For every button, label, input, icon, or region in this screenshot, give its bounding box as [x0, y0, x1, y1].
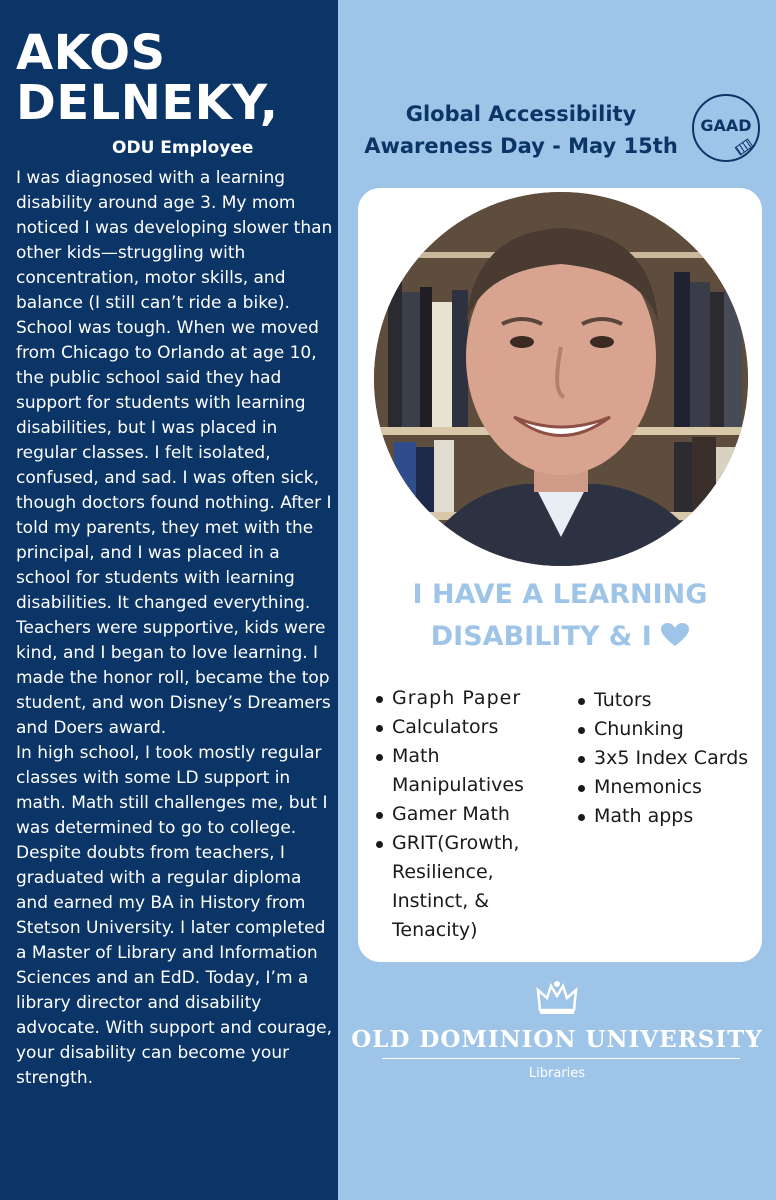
logo-divider	[382, 1058, 740, 1059]
gaad-logo	[692, 94, 760, 162]
event-title-line-2: Awareness Day - May 15th	[364, 134, 678, 158]
list-item: GRIT(Growth, Resilience, Instinct, & Tenacity)	[374, 829, 574, 945]
story-panel	[0, 0, 338, 1200]
libraries-label: Libraries	[528, 1066, 586, 1081]
list-item: Math Manipulatives	[374, 742, 534, 800]
gaad-logo-text: GAAD	[700, 116, 752, 135]
headline	[358, 574, 762, 658]
portrait-illustration	[374, 192, 748, 566]
odu-libraries-logo	[338, 980, 776, 1100]
tools-list-right	[576, 686, 762, 831]
story-text	[16, 166, 334, 1091]
story-paragraph-1: I was diagnosed with a learning disability around age 3. My mom noticed I was developing slower than other kids—struggling with concentration, motor skills, and balance (I still can’t ride a bike). School was tough. When we moved from Chicago to Orlando at age 10, the public school said they had support for students with learning disabilities, but I was placed in regular classes. I felt isolated, confused, and sad. I was often sick, though doctors found nothing. After I told my parents, they met with the principal, and I was placed in a school for students with learning disabilities. It changed everything. Teachers were supportive, kids were kind, and I began to love learning. I made the honor roll, became the top student, and won Disney’s Dreamers and Doers award.	[16, 168, 333, 738]
portrait-photo	[374, 192, 748, 566]
list-item: Gamer Math	[374, 800, 594, 829]
headline-line-2-text: DISABILITY & I	[430, 621, 652, 652]
keyboard-icon	[735, 138, 754, 155]
crown-icon	[536, 980, 578, 1016]
story-paragraph-2: In high school, I took mostly regular classes with some LD support in math. Math still challenges me, but I was determined to go to college. Despite doubts from teachers, I graduated with a regular diploma and earned my BA in History from Stetson University. I later completed a Master of Library and Information Sciences and an EdD. Today, I’m a library director and disability advocate. With support and courage, your disability can become your strength.	[16, 743, 333, 1088]
heart-icon	[661, 623, 689, 647]
person-role: ODU Employee	[112, 138, 254, 158]
info-panel	[338, 0, 776, 1200]
list-item: Math apps	[576, 802, 762, 831]
tools-list-left	[374, 684, 594, 945]
name-line-2: DELNEKY,	[16, 75, 279, 131]
list-item: 3x5 Index Cards	[576, 744, 762, 773]
headline-line-2	[358, 616, 762, 658]
list-item: Graph Paper	[374, 684, 594, 713]
person-name	[16, 25, 279, 131]
event-title	[338, 98, 704, 162]
headline-line-1: I HAVE A LEARNING	[412, 579, 708, 610]
list-item: Mnemonics	[576, 773, 762, 802]
list-item: Tutors	[576, 686, 762, 715]
name-line-1: AKOS	[16, 25, 166, 81]
list-item: Chunking	[576, 715, 762, 744]
list-item: Calculators	[374, 713, 594, 742]
info-card	[358, 188, 762, 962]
university-name: OLD DOMINION UNIVERSITY	[351, 1026, 763, 1053]
event-title-line-1: Global Accessibility	[405, 102, 637, 126]
